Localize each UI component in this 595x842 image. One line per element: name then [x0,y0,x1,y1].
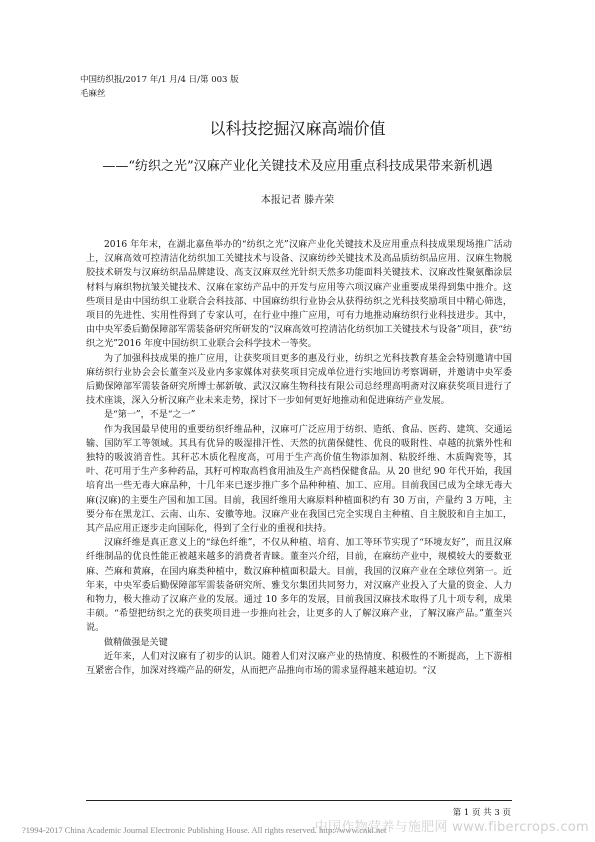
paragraph: 近年来，人们对汉麻有了初步的认识。随着人们对汉麻产业的热情度、积极性的不断提高，上下游相互紧密合作，加深对终端产品的研发，从而把产品推向市场的需求显得越来越迫切。“汉 [86,651,512,677]
article-body [86,238,512,678]
footer-divider [86,800,512,801]
section-heading: 是“第一”，不是“之一” [104,410,196,421]
paragraph: 作为我国最早使用的重要纺织纤维品种，汉麻可广泛应用于纺织、造纸、食品、医药、建筑、交通运输、国防军工等领域。其具有优异的吸湿排汗性、天然的抗菌保健性、优良的吸附性、卓越的抗紫外性和独特的吸波消音性。其秆芯木质化程度高，可用于生产高价值生物添加剂、粘胶纤维、木质陶瓷等，其叶、花可用于生产多种药品，其籽可榨取高档食用油及生产高档保健食品。从 20 世纪 90 年代开始，我国培育出一些无毒大麻品种，十几年来已逐步推广多个品种种植、加工、应用。目前我国已成为全球无毒大麻(汉麻)的主要生产国和加工国。目前，我国纤维用大麻原料种植面积约有 30 万亩，产量约 3 万吨，主要分布在黑龙江、云南、山东、安徽等地。汉麻产业在我国已完全实现自主种植、自主脱胶和自主加工，其产品应用正逐步走向国际化，得到了全行业的重视和扶持。 [86,424,512,535]
article-byline: 本报记者 滕卉荣 [260,195,335,206]
paragraph: 为了加强科技成果的推广应用，让获奖项目更多的惠及行业，纺织之光科技教育基金会特别邀请中国麻纺织行业协会会长董奎兴及业内多家媒体对获奖项目完成单位进行实地回访考察调研，并邀请中央军委后勤保障部军需装备研究所博士郝新敏、武汉汉麻生物科技有限公司总经理高明斋对汉麻获奖项目进行了技术座谈，深入分析汉麻产业未来走势，探讨下一步如何更好地推动和促进麻纺产业发展。 [86,353,512,407]
page-indicator: 第 1 页 共 3 页 [452,808,511,818]
copyright-notice: ?1994-2017 China Academic Journal Electronic Publishing House. All rights reserved. http://www.cnki.net [22,825,387,835]
article-title: 以科技挖掘汉麻高端价值 [209,119,386,138]
article-subtitle: ——“纺织之光”汉麻产业化关键技术及应用重点科技成果带来新机遇 [102,159,493,174]
paragraph: 汉麻纤维是真正意义上的“绿色纤维”，不仅从种植、培育、加工等环节实现了“环境友好”，而且汉麻纤维制品的优良性能正被越来越多的消费者青睐。董奎兴介绍，目前，在麻纺产业中，规模较大的要数亚麻、苎麻和黄麻，在国内麻类种植中，数汉麻种植面积最大。目前，我国的汉麻产业在全球位列第一。近年来，中央军委后勤保障部军需装备研究所、雅戈尔集团共同努力，对汉麻产业投入了大量的资金、人力和物力，极大推动了汉麻产业的发展。通过 10 多年的发展，目前我国汉麻技术取得了几十项专利，成果丰硕。“希望把纺织之光的获奖项目进一步推向社会，让更多的人了解汉麻产业，了解汉麻产品。”董奎兴说。 [86,538,512,634]
section-label: 毛麻丝 [80,89,106,99]
section-heading: 做精做强是关键 [104,637,168,648]
source-line: 中国纺织报/2017 年/1 月/4 日/第 003 版 [80,75,239,85]
site-watermark: 中国作物营养与施肥网 www.fibercrops.com [314,820,589,835]
paragraph: 2016 年年末，在湖北嘉鱼举办的“纺织之光”汉麻产业化关键技术及应用重点科技成果现场推广活动上，汉麻高效可控清洁化纺织加工关键技术与设备、汉麻纺纱关键技术及高品质纺织品应用、汉麻生物脱胶技术研发与汉麻纺织品品牌建设、高支汉麻双丝光针织天然多功能面料关键技术、汉麻改性聚氨酯涂层材料与麻织物抗皱关键技术、汉麻在家纺产品中的开发与应用等六项汉麻产业重要成果得到集中推介。这些项目是由中国纺织工业联合会科技部、中国麻纺织行业协会从获得纺织之光科技奖励项目中精心筛选，项目的先进性、实用性得到了专家认可，在行业中推广应用，可有力地推动麻纺织行业科技进步。其中，由中央军委后勤保障部军需装备研究所研发的“汉麻高效可控清洁化纺织加工关键技术与设备”项目，获“纺织之光”2016 年度中国纺织工业联合会科学技术一等奖。 [86,240,512,350]
